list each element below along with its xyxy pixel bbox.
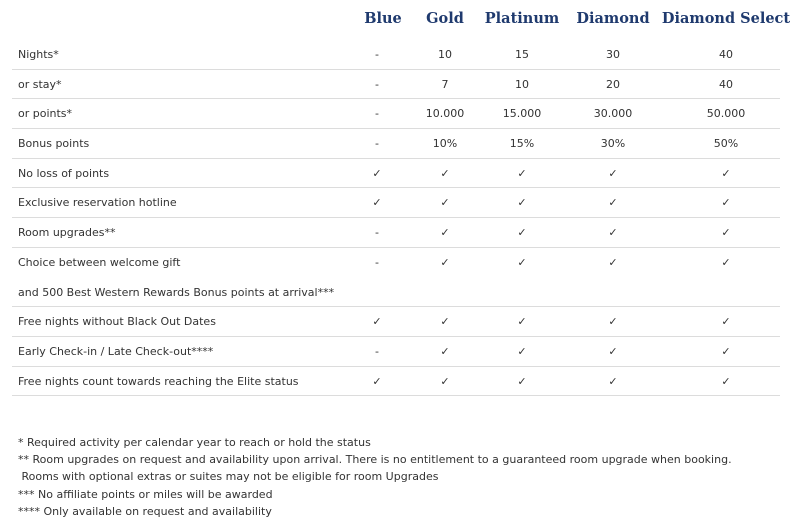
row-label: Nights*	[18, 48, 59, 61]
footnotes	[18, 434, 732, 520]
check-icon: ✓	[608, 374, 618, 388]
check-icon: ✓	[608, 344, 618, 358]
footnote: *** No affiliate points or miles will be awarded	[18, 487, 273, 501]
column-header-diamond: Diamond	[576, 10, 650, 27]
row-label: No loss of points	[18, 166, 110, 180]
table-cell: 15.000	[502, 107, 542, 121]
check-icon: ✓	[440, 315, 450, 329]
check-icon: ✓	[608, 315, 618, 329]
table-cell: 15	[515, 48, 529, 61]
table-row	[12, 40, 780, 70]
table-row	[12, 188, 780, 218]
table-row	[12, 367, 780, 397]
row-label: Bonus points	[18, 137, 90, 151]
check-icon: ✓	[440, 226, 450, 240]
table-cell: 50.000	[706, 107, 746, 121]
row-label: Choice between welcome gift	[18, 255, 181, 269]
table-row	[12, 159, 780, 189]
check-icon: ✓	[721, 344, 731, 358]
table-cell: -	[375, 255, 379, 269]
table-cell: 40	[719, 77, 733, 91]
row-label: or points*	[18, 107, 73, 121]
table-cell: 10%	[432, 137, 458, 151]
check-icon: ✓	[721, 166, 731, 180]
row-label: Room upgrades**	[18, 226, 116, 240]
table-row	[12, 129, 780, 159]
table-row	[12, 307, 780, 337]
row-label: Exclusive reservation hotline	[18, 196, 177, 210]
check-icon: ✓	[608, 255, 618, 269]
check-icon: ✓	[440, 196, 450, 210]
check-icon: ✓	[517, 196, 527, 210]
table-row	[12, 248, 780, 307]
table-cell: 7	[441, 77, 449, 91]
check-icon: ✓	[440, 166, 450, 180]
table-row	[12, 99, 780, 129]
table-cell: -	[375, 48, 379, 61]
table-cell: 10	[438, 48, 452, 61]
check-icon: ✓	[608, 196, 618, 210]
check-icon: ✓	[517, 226, 527, 240]
table-cell: -	[375, 137, 379, 151]
check-icon: ✓	[517, 166, 527, 180]
check-icon: ✓	[608, 226, 618, 240]
column-header-gold: Gold	[426, 10, 464, 27]
table-cell: 15%	[509, 137, 535, 151]
check-icon: ✓	[372, 196, 382, 210]
table-cell: 20	[606, 77, 620, 91]
table-cell: 30	[606, 48, 620, 61]
table-cell: -	[375, 226, 379, 240]
row-label-continuation: and 500 Best Western Rewards Bonus points at arrival***	[18, 285, 335, 299]
check-icon: ✓	[517, 315, 527, 329]
table-cell: -	[375, 344, 379, 358]
check-icon: ✓	[517, 344, 527, 358]
footnote: ** Room upgrades on request and availability upon arrival. There is no entitlement to a guaranteed room upgrade when booking.	[18, 453, 732, 467]
check-icon: ✓	[372, 374, 382, 388]
check-icon: ✓	[721, 196, 731, 210]
table-header	[12, 0, 791, 40]
table-row	[12, 337, 780, 367]
table-cell: -	[375, 107, 379, 121]
check-icon: ✓	[721, 255, 731, 269]
table-cell: 50%	[713, 137, 739, 151]
check-icon: ✓	[608, 166, 618, 180]
check-icon: ✓	[721, 374, 731, 388]
table-cell: 30.000	[593, 107, 633, 121]
check-icon: ✓	[440, 374, 450, 388]
row-label: Early Check-in / Late Check-out****	[18, 344, 214, 358]
check-icon: ✓	[372, 166, 382, 180]
check-icon: ✓	[721, 226, 731, 240]
check-icon: ✓	[517, 255, 527, 269]
check-icon: ✓	[517, 374, 527, 388]
check-icon: ✓	[440, 344, 450, 358]
table-row	[12, 70, 780, 100]
table-cell: 40	[719, 48, 733, 61]
status-comparison-table	[12, 0, 791, 396]
row-label: or stay*	[18, 77, 62, 91]
column-header-blue: Blue	[364, 10, 402, 27]
check-icon: ✓	[721, 315, 731, 329]
table-row	[12, 218, 780, 248]
check-icon: ✓	[372, 315, 382, 329]
row-label: Free nights count towards reaching the Elite status	[18, 374, 299, 388]
table-cell: 30%	[600, 137, 626, 151]
footnote: **** Only available on request and availability	[18, 504, 272, 518]
table-cell: 10.000	[425, 107, 465, 121]
footnote: * Required activity per calendar year to reach or hold the status	[18, 436, 371, 449]
column-header-platinum: Platinum	[484, 10, 560, 27]
table-cell: -	[375, 77, 379, 91]
footnote: Rooms with optional extras or suites may not be eligible for room Upgrades	[18, 470, 439, 484]
table-cell: 10	[515, 77, 529, 91]
row-label: Free nights without Black Out Dates	[18, 315, 216, 329]
column-header-diamond-select: Diamond Select	[661, 10, 791, 27]
check-icon: ✓	[440, 255, 450, 269]
